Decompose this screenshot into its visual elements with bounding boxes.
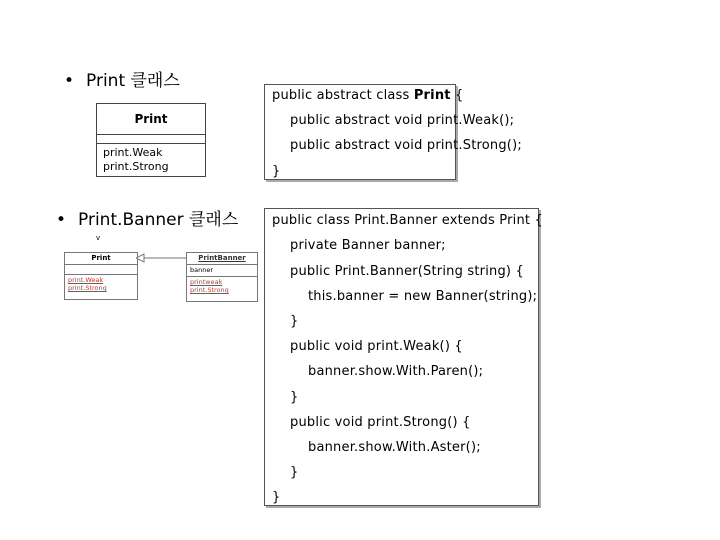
code-banner-line: banner.show.With.Paren(); [308, 364, 484, 379]
bullet-dot: • [64, 71, 75, 91]
code-print-prefix: public abstract class [272, 88, 414, 103]
uml-small-print-methods [65, 275, 137, 293]
uml-small-diagram [60, 234, 260, 310]
code-print-line: } [272, 164, 281, 179]
uml-print-class [96, 103, 206, 177]
code-print-line: public abstract void print.Weak(); [290, 113, 515, 128]
code-print-classname: Print [413, 88, 451, 103]
uml-small-print-title: Print [65, 253, 137, 265]
code-print-suffix: { [450, 88, 464, 103]
uml-small-banner-title: PrintBanner [187, 253, 257, 265]
uml-small-banner-method: print.Strong [190, 286, 229, 294]
code-banner-line: } [290, 465, 299, 480]
code-banner-line: banner.show.With.Aster(); [308, 440, 481, 455]
uml-print-method: print.Strong [103, 160, 169, 173]
bullet-dot: • [56, 210, 67, 230]
code-banner-line: } [272, 490, 281, 505]
uml-print-methods [97, 144, 205, 176]
code-banner-line: public void print.Weak() { [290, 339, 463, 354]
uml-print-method: print.Weak [103, 146, 163, 159]
bullet-print-heading [64, 66, 180, 91]
bullet-printbanner-heading [56, 205, 238, 230]
code-banner-line: public void print.Strong() { [290, 415, 471, 430]
code-print-line: public abstract void print.Strong(); [290, 138, 522, 153]
uml-small-print-method: print.Strong [68, 284, 107, 292]
uml-small-banner-field: banner [187, 265, 257, 277]
uml-small-printbanner [186, 252, 258, 302]
code-banner-line: public class Print.Banner extends Print { [272, 213, 543, 228]
print-class-heading: Print 클래스 [86, 71, 180, 91]
printbanner-class-heading: Print.Banner 클래스 [78, 210, 239, 230]
code-banner-line: private Banner banner; [290, 238, 446, 253]
uml-small-arrow-label: v [96, 234, 101, 242]
uml-small-banner-methods [187, 277, 257, 295]
uml-print-fields [97, 135, 205, 144]
uml-small-print-fields [65, 265, 137, 275]
uml-small-print [64, 252, 138, 300]
uml-print-title: Print [97, 104, 205, 135]
uml-small-print-method: print.Weak [68, 276, 104, 284]
uml-small-banner-method: printweak [190, 278, 223, 286]
code-banner-line: public Print.Banner(String string) { [290, 264, 524, 279]
code-banner-line: } [290, 314, 299, 329]
code-print-line [272, 88, 464, 103]
uml-small-inheritance-arrow [136, 252, 188, 272]
code-banner-line: } [290, 390, 299, 405]
code-banner-line: this.banner = new Banner(string); [308, 289, 538, 304]
